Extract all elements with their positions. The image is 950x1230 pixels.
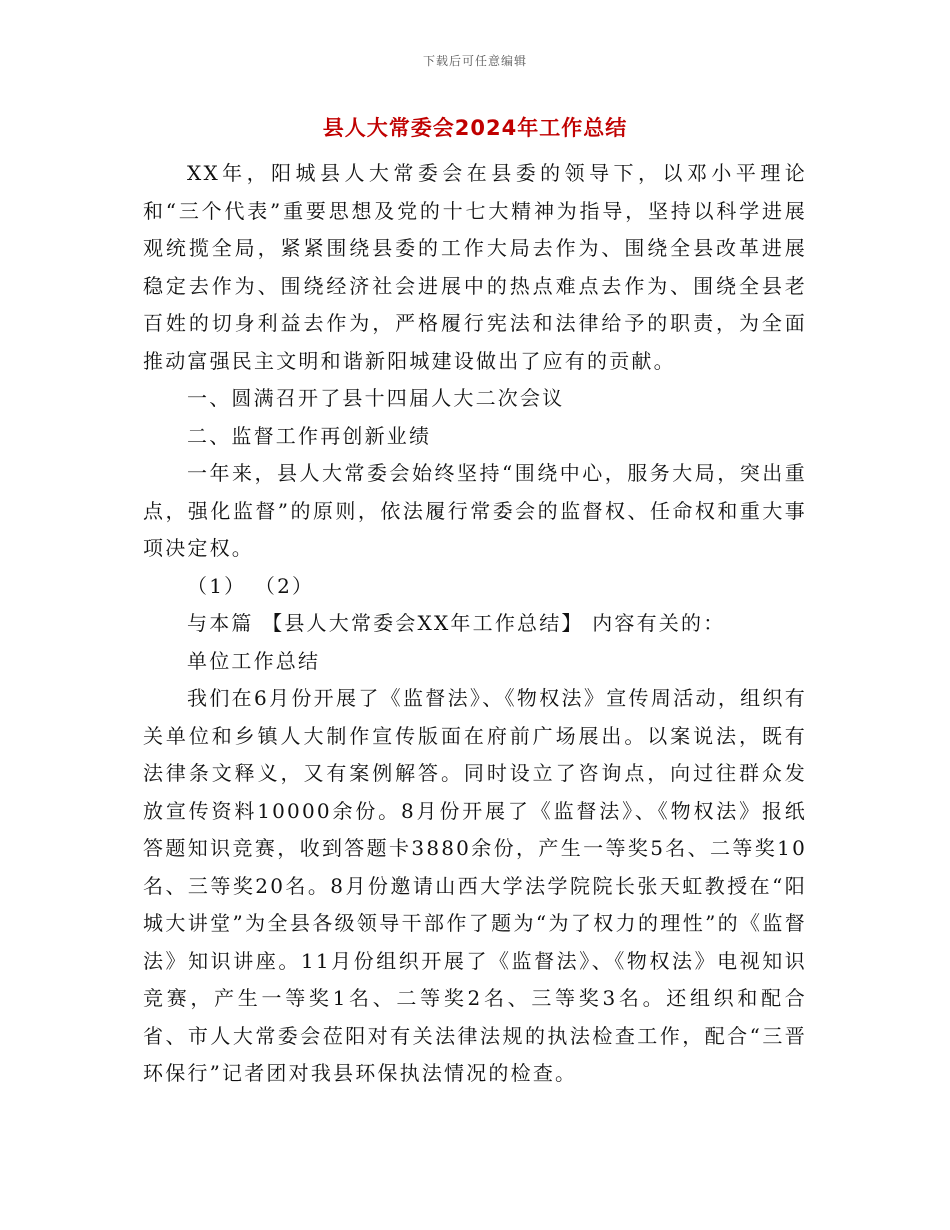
paragraph-intro: XX年，阳城县人大常委会在县委的领导下，以邓小平理论和“三个代表”重要思想及党的十七大精神为指导，坚持以科学进展观统揽全局，紧紧围绕县委的工作大局去作为、围绕全县改革进展稳定去作为、围绕经济社会进展中的热点难点去作为、围绕全县老百姓的切身利益去作为，严格履行宪法和法律给予的职责，为全面推动富强民主文明和谐新阳城建设做出了应有的贡献。 xyxy=(143,161,807,373)
paragraph-subsections: （1） （2） xyxy=(187,573,315,598)
paragraph-supervision: 一年来，县人大常委会始终坚持“围绕中心，服务大局，突出重点，强化监督”的原则，依法履行常委会的监督权、任命权和重大事项决定权。 xyxy=(143,461,807,560)
section-heading-2: 二、监督工作再创新业绩 xyxy=(187,423,432,448)
related-content-line: 与本篇 【县人大常委会XX年工作总结】 内容有关的： xyxy=(187,611,726,635)
paragraph-activities: 我们在6月份开展了《监督法》、《物权法》宣传周活动，组织有关单位和乡镇人大制作宣传版面在府前广场展出。以案说法，既有法律条文释义，又有案例解答。同时设立了咨询点，向过往群众发放宣传资料10000余份。8月份开展了《监督法》、《物权法》报纸答题知识竞赛，收到答题卡3880余份，产生一等奖5名、二等奖10名、三等奖20名。8月份邀请山西大学法学院院长张天虹教授在“阳城大讲堂”为全县各级领导干部作了题为“为了权力的理性”的《监督法》知识讲座。11月份组织开展了《监督法》、《物权法》电视知识竞赛，产生一等奖1名、二等奖2名、三等奖3名。还组织和配合省、市人大常委会莅阳对有关法律法规的执法检查工作，配合“三晋环保行”记者团对我县环保执法情况的检查。 xyxy=(143,686,807,1085)
document-body xyxy=(143,155,807,1093)
section-heading-1: 一、圆满召开了县十四届人大二次会议 xyxy=(187,386,565,410)
header-note: 下载后可任意编辑 xyxy=(422,54,527,68)
related-heading: 单位工作总结 xyxy=(187,648,321,673)
document-title: 县人大常委会2024年工作总结 xyxy=(322,116,628,140)
